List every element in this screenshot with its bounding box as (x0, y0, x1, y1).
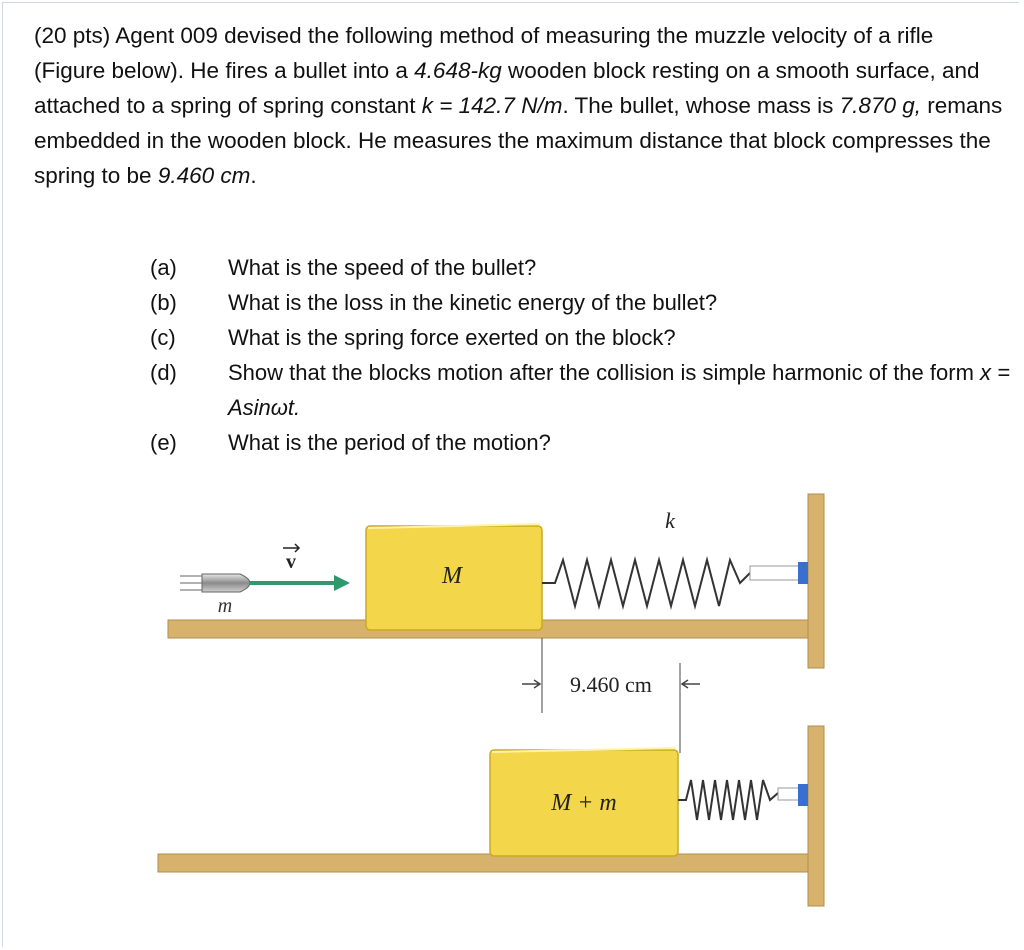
bullet-label: m (217, 595, 233, 617)
wall-top (808, 494, 824, 668)
bullet-mass: 7.870 g, (839, 93, 921, 118)
spring-bracket-top (798, 562, 808, 584)
question-text: What is the period of the motion? (228, 430, 551, 455)
question-label: (e) (150, 430, 177, 455)
question-text: Show that the blocks motion after the collision is simple harmonic of the form x = Asinωt. (228, 360, 1010, 420)
spring-mount-bottom (778, 788, 800, 800)
question-text: What is the spring force exerted on the block? (228, 325, 676, 350)
block-after-label: M + m (551, 790, 617, 816)
question-label: (b) (150, 290, 177, 315)
question-d (150, 355, 1010, 425)
spring-constant: k = 142.7 N/m (421, 93, 563, 118)
distance-label: 9.460 cm (570, 672, 652, 697)
question-label: (c) (150, 325, 176, 350)
question-text: What is the loss in the kinetic energy of the bullet? (228, 290, 718, 315)
question-e (150, 425, 1010, 460)
spring-mount-top (750, 566, 800, 580)
question-label: (a) (150, 255, 177, 280)
question-c (150, 320, 1010, 355)
figure-svg (150, 488, 850, 918)
physics-figure (150, 488, 850, 918)
velocity-arrow-icon (250, 575, 350, 591)
spring-bottom (678, 780, 778, 820)
problem-statement: (20 pts) Agent 009 devised the following method of measuring the muzzle velocity of a rifle (Figure below). He fires a bullet into a 4.648-kg wooden block resting on a smooth surface, and attached to a spring of spring constant k = 142.7 N/m. The bullet, whose mass is 7.870 g, remans embedded in the wooden block. He measures the maximum distance that block compresses the spring to be 9.460 cm. (34, 23, 1003, 188)
compression-distance: 9.460 cm (157, 163, 251, 188)
floor-bottom (158, 854, 810, 872)
velocity-label: v (286, 551, 296, 573)
dimension-arrow-right-icon (682, 680, 700, 688)
question-label: (d) (150, 360, 177, 385)
bullet-icon (180, 574, 250, 592)
question-formula: x = Asinωt. (228, 360, 1010, 420)
question-list (150, 250, 1010, 460)
question-a (150, 250, 1010, 285)
question-b (150, 285, 1010, 320)
dimension-arrow-left-icon (522, 680, 540, 688)
spring-label: k (665, 508, 675, 533)
question-text: What is the speed of the bullet? (228, 255, 537, 280)
wall-bottom (808, 726, 824, 906)
block-label: M (442, 563, 462, 589)
spring-bracket-bottom (798, 784, 808, 806)
block-mass: 4.648-kg (414, 58, 502, 83)
spring-top (542, 560, 750, 606)
